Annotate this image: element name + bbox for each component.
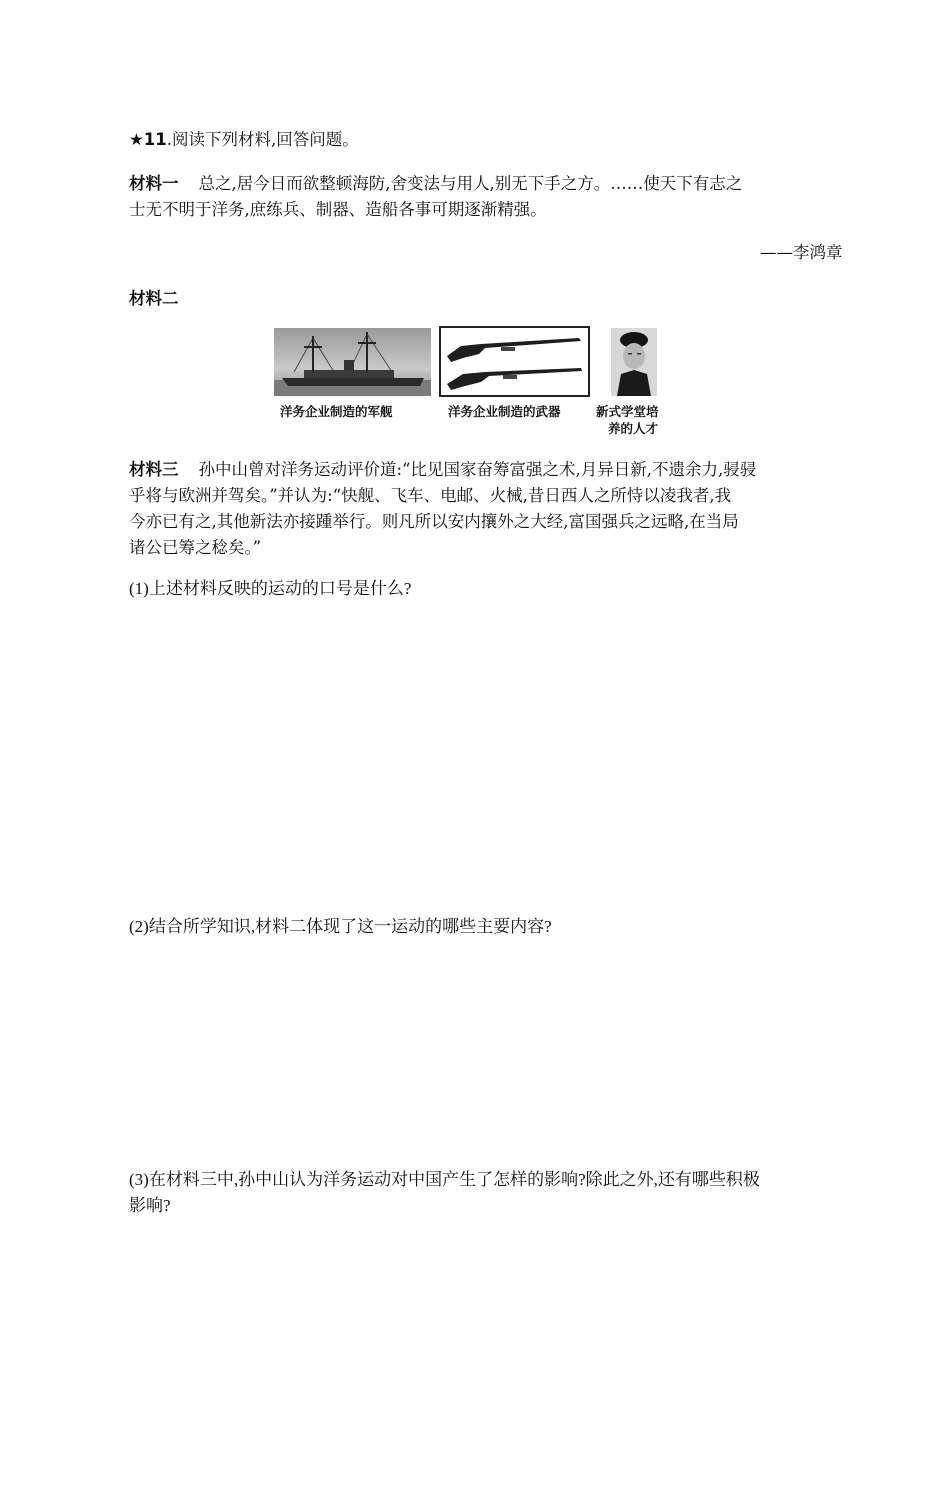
material1-source: ——李鸿章 <box>760 243 843 262</box>
material3-line1 <box>129 457 756 483</box>
sub-question-3-line1: (3)在材料三中,孙中山认为洋务运动对中国产生了怎样的影响?除此之外,还有哪些积极 <box>129 1170 760 1189</box>
sub-question-1: (1)上述材料反映的运动的口号是什么? <box>129 579 412 598</box>
rifles-photo <box>441 328 588 395</box>
talent-caption-line1: 新式学堂培 <box>596 404 659 419</box>
material1-line1 <box>129 171 742 197</box>
sub-question-3-line2: 影响? <box>129 1196 171 1215</box>
talent-image <box>611 328 657 396</box>
material1-text-line2: 士无不明于洋务,庶练兵、制器、造船各事可期逐渐精强。 <box>129 200 547 219</box>
portrait-photo <box>611 328 657 396</box>
sub-question-2: (2)结合所学知识,材料二体现了这一运动的哪些主要内容? <box>129 917 552 936</box>
material3-label: 材料三 <box>129 460 179 479</box>
material2-label: 材料二 <box>129 289 179 308</box>
material1-label: 材料一 <box>129 174 179 193</box>
material3-text-line4: 诸公已筹之稔矣。” <box>129 538 262 557</box>
weapons-caption: 洋务企业制造的武器 <box>448 404 561 419</box>
material3-text-line1: 孙中山曾对洋务运动评价道:“比见国家奋筹富强之术,月异日新,不遗余力,骎骎 <box>198 460 757 479</box>
warship-image <box>274 328 431 396</box>
material1-text-line1: 总之,居今日而欲整顿海防,舍变法与用人,别无下手之方。……使天下有志之 <box>198 174 743 193</box>
warship-photo <box>274 328 431 396</box>
question-number: 11 <box>143 130 167 149</box>
star-icon: ★ <box>129 130 144 149</box>
question-header <box>129 127 359 153</box>
material3-text-line3: 今亦已有之,其他新法亦接踵举行。则凡所以安内攘外之大经,富国强兵之远略,在当局 <box>129 512 739 531</box>
warship-caption: 洋务企业制造的军舰 <box>280 404 393 419</box>
material3-text-line2: 乎将与欧洲并驾矣。”并认为:“快舰、飞车、电邮、火械,昔日西人之所恃以凌我者,我 <box>129 486 732 505</box>
weapons-image <box>439 326 590 397</box>
talent-caption-line2: 养的人才 <box>608 421 659 436</box>
question-prompt: .阅读下列材料,回答问题。 <box>166 130 359 149</box>
